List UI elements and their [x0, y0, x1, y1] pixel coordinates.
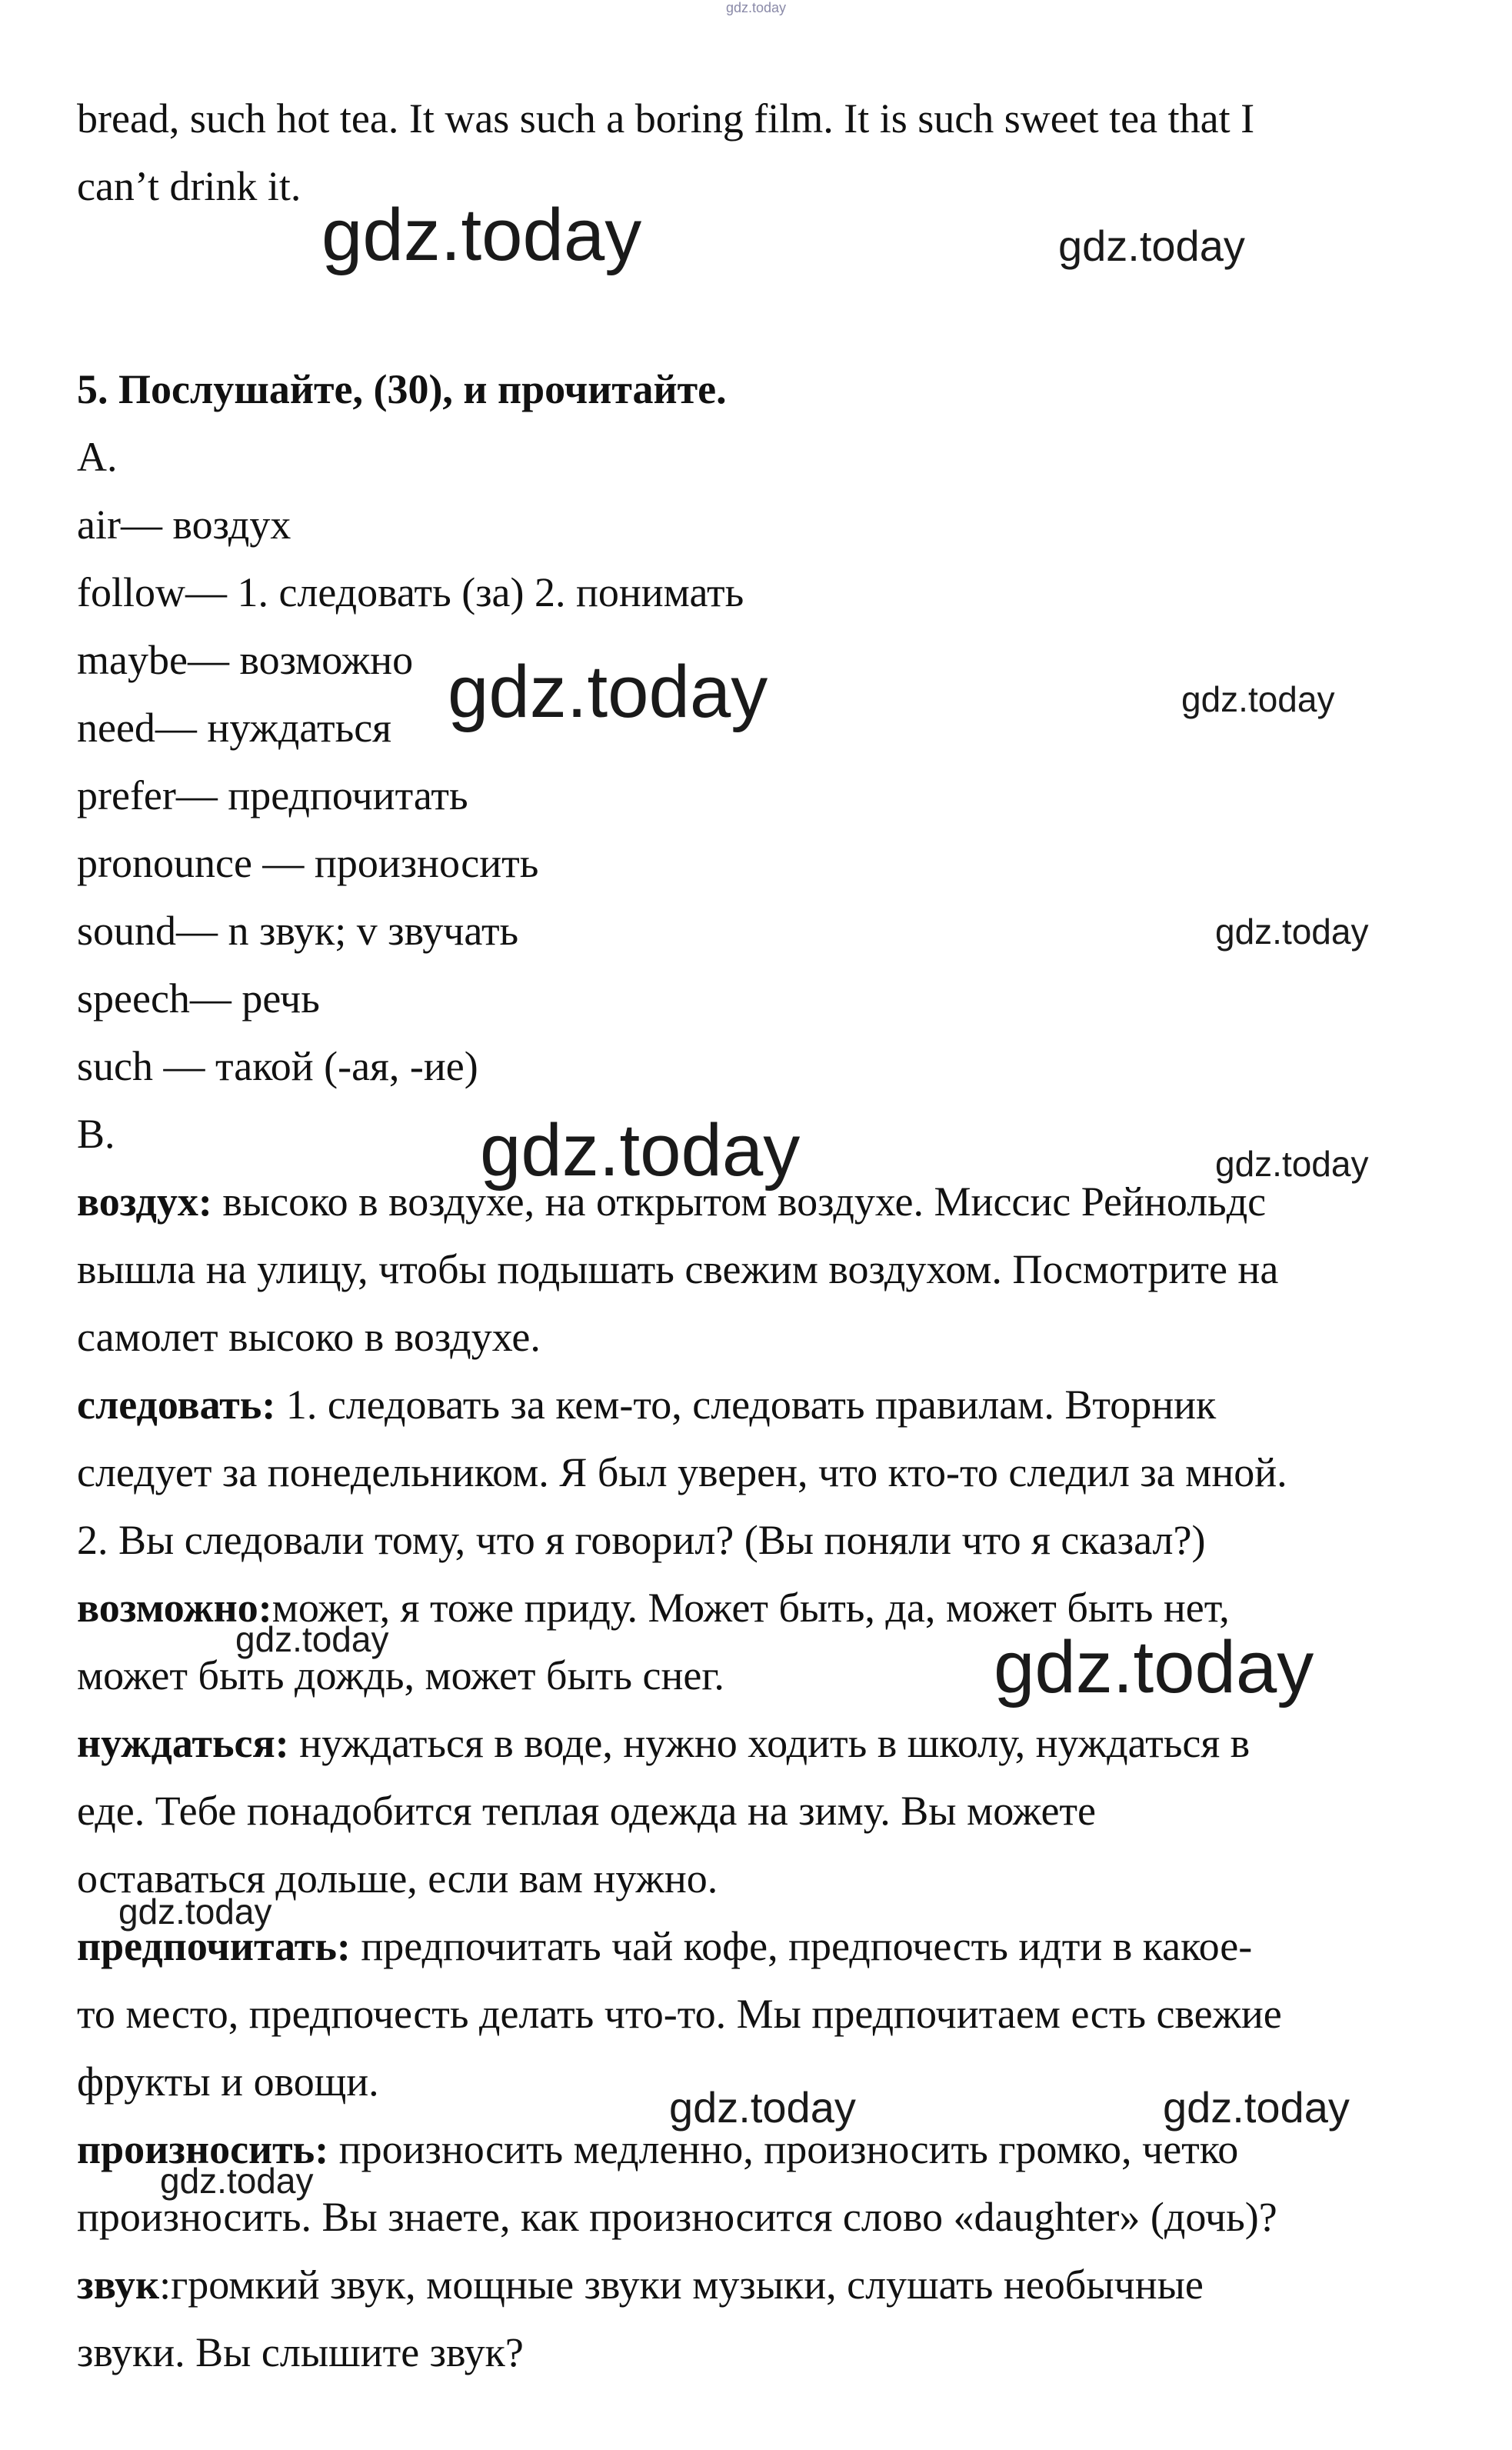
entry-term-pronounce: произносить: [77, 2126, 329, 2172]
watermark: gdz.today [1215, 1144, 1369, 1184]
vocab-item-need: need— нуждаться [77, 705, 392, 751]
entry-maybe-line-2: может быть дождь, может быть снег. [77, 1652, 724, 1698]
vocab-item-follow: follow— 1. следовать (за) 2. понимать [77, 569, 744, 615]
entry-term-maybe: возможно: [77, 1585, 272, 1631]
entry-air-line-3: самолет высоко в воздухе. [77, 1314, 541, 1360]
entry-need-line-2: еде. Тебе понадобится теплая одежда на зиму. Вы можете [77, 1788, 1096, 1834]
entry-pronounce-line-1 [77, 2115, 1415, 2183]
entry-prefer-line-2: то место, предпочесть делать что-то. Мы предпочитаем есть свежие [77, 1991, 1282, 2037]
entry-text: предпочитать чай кофе, предпочесть идти в какое- [350, 1923, 1253, 1969]
entry-term-sound: звук [77, 2262, 160, 2308]
watermark: gdz.today [321, 194, 642, 276]
entry-pronounce-line-2: произносить. Вы знаете, как произносится слово «daughter» (дочь)? [77, 2194, 1277, 2240]
entry-need-line-1 [77, 1709, 1415, 1777]
entry-term-follow: следовать: [77, 1382, 276, 1428]
exercise-heading: 5. Послушайте, (30), и прочитайте. [77, 366, 727, 412]
entry-need-line-3: оставаться дольше, если вам нужно. [77, 1855, 718, 1902]
entry-follow-line-1 [77, 1371, 1415, 1438]
entry-prefer-line-1 [77, 1912, 1415, 1980]
intro-line-1: bread, such hot tea. It was such a boring film. It is such sweet tea that I [77, 95, 1255, 142]
watermark: gdz.today [480, 1109, 801, 1192]
entry-follow-line-3: 2. Вы следовали тому, что я говорил? (Вы поняли что я сказал?) [77, 1517, 1206, 1563]
section-a-label: A. [77, 434, 118, 480]
vocab-item-speech: speech— речь [77, 975, 320, 1022]
page-content [77, 85, 1415, 2386]
entry-follow-line-2: следует за понедельником. Я был уверен, что кто-то следил за мной. [77, 1449, 1287, 1495]
watermark: gdz.today [448, 651, 768, 733]
entry-text: может, я тоже приду. Может быть, да, может быть нет, [271, 1585, 1230, 1631]
vocab-item-prefer: prefer— предпочитать [77, 772, 468, 818]
watermark: gdz.today [118, 1892, 272, 1932]
entry-maybe-line-1 [77, 1574, 1415, 1642]
vocab-item-pronounce: pronounce — произносить [77, 840, 539, 886]
entry-text: 1. следовать за кем-то, следовать правилам. Вторник [275, 1382, 1217, 1428]
watermark: gdz.today [160, 2161, 314, 2201]
watermark: gdz.today [1163, 2083, 1350, 2132]
section-b-label: B. [77, 1111, 115, 1157]
entry-term-prefer: предпочитать: [77, 1923, 351, 1969]
watermark: gdz.today [1058, 222, 1245, 270]
entry-term-air: воздух: [77, 1178, 212, 1225]
entry-prefer-line-3: фрукты и овощи. [77, 2058, 379, 2105]
entry-sound-line-1 [77, 2251, 1415, 2318]
header-watermark: gdz.today [725, 0, 787, 15]
spacer [77, 220, 1415, 355]
vocab-item-such: such — такой (-ая, -ие) [77, 1043, 478, 1089]
entry-text: :громкий звук, мощные звуки музыки, слушать необычные [159, 2262, 1204, 2308]
watermark: gdz.today [1215, 912, 1369, 952]
entry-air-line-2: вышла на улицу, чтобы подышать свежим воздухом. Посмотрите на [77, 1246, 1279, 1292]
entry-sound-line-2: звуки. Вы слышите звук? [77, 2329, 524, 2375]
vocab-item-air: air— воздух [77, 502, 291, 548]
entry-air-line-1 [77, 1168, 1415, 1235]
watermark: gdz.today [1181, 679, 1335, 719]
entry-text: высоко в воздухе, на открытом воздухе. Миссис Рейнольдс [211, 1178, 1267, 1225]
watermark: gdz.today [994, 1626, 1314, 1708]
watermark: gdz.today [669, 2083, 856, 2132]
watermark: gdz.today [235, 1619, 389, 1659]
entry-text: произносить медленно, произносить громко, четко [328, 2126, 1239, 2172]
entry-term-need: нуждаться: [77, 1720, 289, 1766]
intro-line-2: can’t drink it. [77, 163, 301, 209]
vocab-item-maybe: maybe— возможно [77, 637, 414, 683]
entry-text: нуждаться в воде, нужно ходить в школу, нуждаться в [288, 1720, 1251, 1766]
vocab-item-sound: sound— n звук; v звучать [77, 908, 519, 954]
